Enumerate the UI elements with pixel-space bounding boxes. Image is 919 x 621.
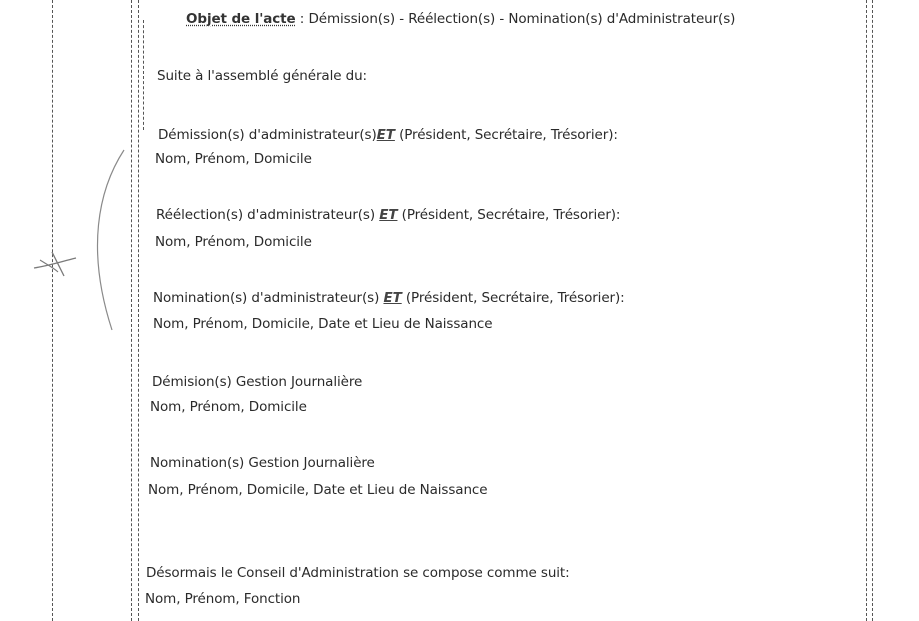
nomination-admin-et: ET (383, 290, 402, 306)
subject-text: Démission(s) - Réélection(s) - Nomination(s) d'Administrateur(s) (308, 11, 736, 27)
subject-label: Objet de l'acte (186, 11, 296, 27)
demission-admin-fields: Nom, Prénom, Domicile (155, 151, 312, 167)
reelection-admin-fields: Nom, Prénom, Domicile (155, 234, 312, 250)
conseil-fields: Nom, Prénom, Fonction (145, 591, 301, 607)
intro-text: Suite à l'assemblé générale du: (157, 68, 367, 84)
reelection-admin-after: (Président, Secrétaire, Trésorier): (397, 207, 621, 223)
pencil-cross-stroke (40, 260, 58, 272)
subject-line (186, 11, 735, 27)
margin-line-right-2 (872, 0, 873, 621)
pencil-cross-horizontal (34, 258, 76, 268)
demission-gestion-heading: Démision(s) Gestion Journalière (152, 374, 363, 390)
demission-admin-after: (Président, Secrétaire, Trésorier): (394, 127, 618, 143)
nomination-admin-fields: Nom, Prénom, Domicile, Date et Lieu de Naissance (153, 316, 493, 332)
nomination-admin-heading (153, 290, 625, 306)
margin-line-inner-1 (131, 0, 132, 621)
nomination-admin-before: Nomination(s) d'administrateur(s) (153, 290, 384, 306)
nomination-admin-after: (Président, Secrétaire, Trésorier): (401, 290, 625, 306)
pencil-cross-diagonal (52, 252, 64, 276)
margin-line-inner-3 (143, 20, 144, 130)
reelection-admin-heading (156, 207, 620, 223)
demission-gestion-fields: Nom, Prénom, Domicile (150, 399, 307, 415)
reelection-admin-et: ET (379, 207, 398, 223)
margin-line-inner-2 (138, 0, 139, 621)
conseil-heading: Désormais le Conseil d'Administration se compose comme suit: (146, 565, 570, 581)
nomination-gestion-heading: Nomination(s) Gestion Journalière (150, 455, 375, 471)
pencil-curve (97, 150, 124, 330)
margin-line-left (52, 0, 53, 621)
demission-admin-before: Démission(s) d'administrateur(s) (158, 127, 377, 143)
reelection-admin-before: Réélection(s) d'administrateur(s) (156, 207, 380, 223)
subject-separator: : (295, 11, 309, 27)
margin-line-right-1 (866, 0, 867, 621)
demission-admin-et: ET (376, 127, 395, 143)
demission-admin-heading (158, 127, 618, 143)
nomination-gestion-fields: Nom, Prénom, Domicile, Date et Lieu de Naissance (148, 482, 488, 498)
